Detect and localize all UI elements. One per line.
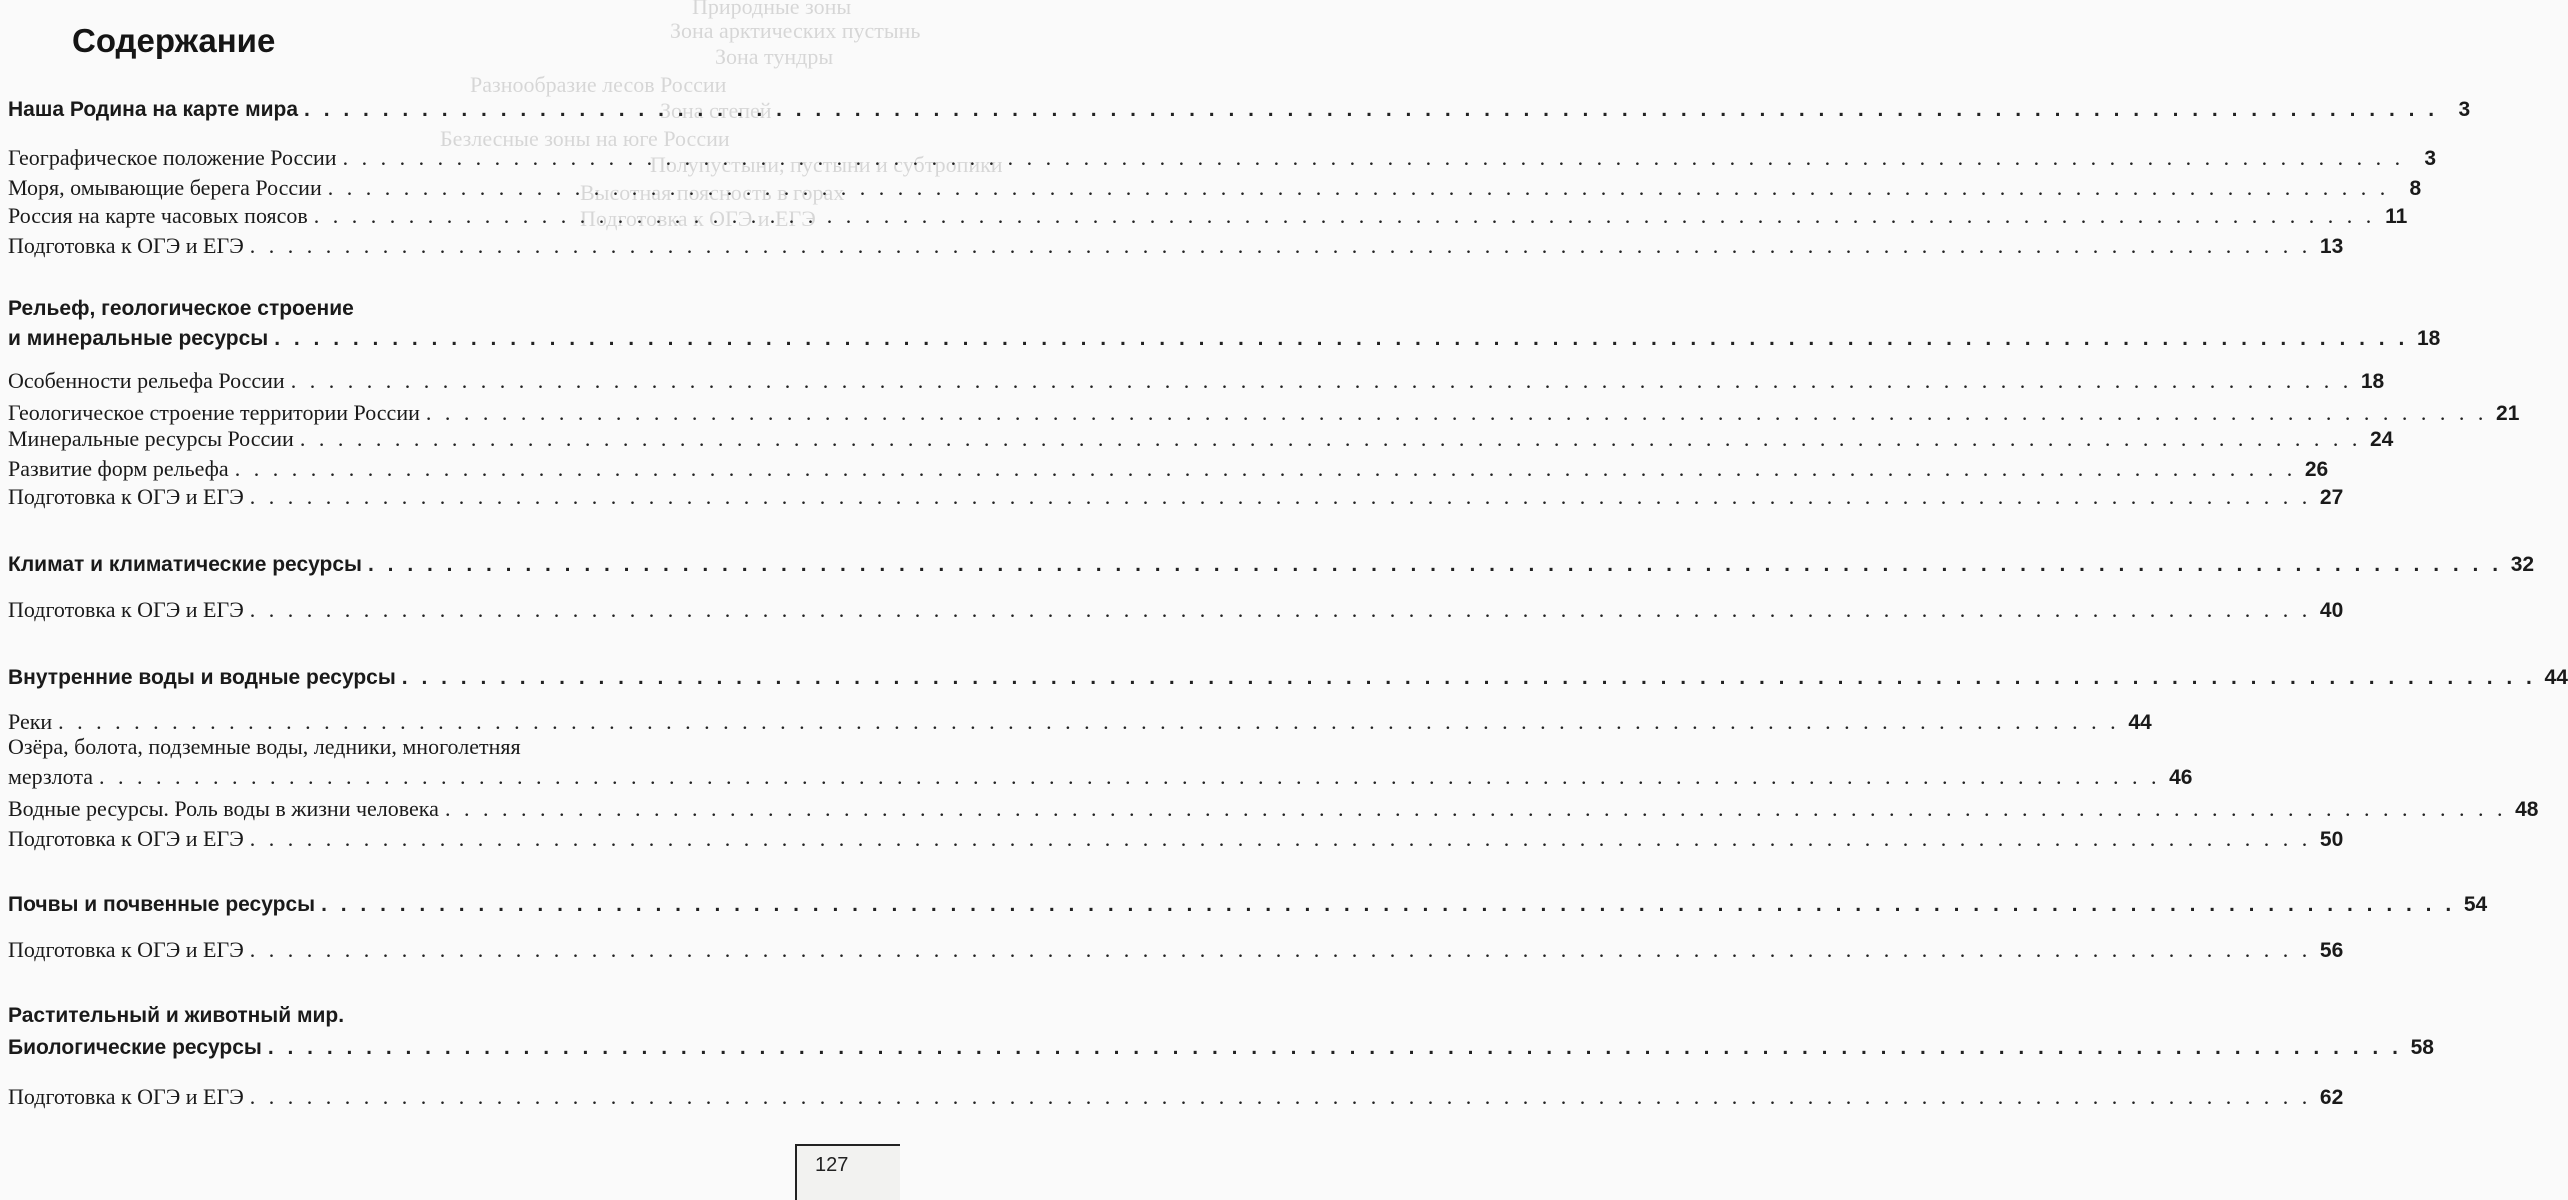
page-ref: 58	[2410, 1036, 2434, 1059]
item-title: Минеральные ресурсы России	[8, 426, 294, 451]
item-title: Подготовка к ОГЭ и ЕГЭ	[8, 826, 244, 851]
page-ref: 50	[2319, 828, 2344, 851]
toc-item[interactable]	[8, 937, 2344, 963]
leader-dots	[291, 368, 2353, 394]
item-title: Особенности рельефа России	[8, 368, 285, 393]
toc-section[interactable]	[8, 327, 2441, 351]
ghost-line: Подготовка к ОГЭ и ЕГЭ	[580, 206, 816, 231]
page-ref: 56	[2319, 939, 2344, 962]
toc-item[interactable]	[8, 796, 2539, 822]
section-title: Внутренние воды и водные ресурсы	[8, 666, 396, 689]
item-title: Геологическое строение территории России	[8, 400, 420, 425]
toc-item[interactable]	[8, 709, 2152, 735]
ghost-line: Высотная поясность в горах	[580, 180, 845, 205]
page-ref: 11	[2385, 205, 2408, 228]
item-title: Подготовка к ОГЭ и ЕГЭ	[8, 484, 244, 509]
toc-item[interactable]	[8, 456, 2329, 482]
toc-item[interactable]	[8, 426, 2394, 452]
item-title: мерзлота	[8, 764, 93, 789]
leader-dots	[250, 233, 2312, 259]
page-ref: 54	[2463, 893, 2488, 916]
item-title: Развитие форм рельефа	[8, 456, 229, 481]
toc-section[interactable]	[8, 553, 2535, 577]
toc-section[interactable]	[8, 666, 2568, 690]
leader-dots	[268, 1036, 2402, 1060]
item-title: Водные ресурсы. Роль воды в жизни человека	[8, 796, 439, 821]
page-ref: 48	[2515, 798, 2539, 821]
leader-dots	[250, 1084, 2312, 1110]
page-number: 127	[815, 1154, 849, 1176]
page-ref: 26	[2304, 458, 2329, 481]
toc-item[interactable]	[8, 1084, 2344, 1110]
page-ref: 24	[2369, 428, 2394, 451]
toc-item[interactable]	[8, 484, 2344, 510]
page-ref: 40	[2319, 599, 2344, 622]
page-ref: 32	[2510, 553, 2535, 576]
section-title: Почвы и почвенные ресурсы	[8, 893, 316, 916]
toc-item[interactable]	[8, 368, 2385, 394]
toc-section[interactable]	[8, 1036, 2434, 1060]
ghost-line: Зона тундры	[715, 44, 834, 69]
toc-item[interactable]	[8, 764, 2193, 790]
toc-heading: Содержание	[72, 22, 276, 59]
item-title: Подготовка к ОГЭ и ЕГЭ	[8, 1084, 244, 1109]
leader-dots	[300, 426, 2362, 452]
leader-dots	[343, 145, 2405, 171]
leader-dots	[314, 203, 2376, 229]
page-ref: 13	[2319, 235, 2344, 258]
item-title: Подготовка к ОГЭ и ЕГЭ	[8, 937, 244, 962]
leader-dots	[99, 764, 2161, 790]
page-ref: 18	[2360, 370, 2385, 393]
section-title: и минеральные ресурсы	[8, 327, 269, 350]
leader-dots	[235, 456, 2297, 482]
section-title: Наша Родина на карте мира	[8, 98, 299, 121]
ghost-line: Зона степей	[660, 98, 772, 123]
ghost-line: Разнообразие лесов России	[470, 72, 727, 97]
page-ref: 44	[2128, 711, 2152, 734]
leader-dots	[402, 666, 2536, 690]
toc-item[interactable]	[8, 597, 2344, 623]
leader-dots	[304, 98, 2438, 122]
leader-dots	[250, 826, 2312, 852]
section-title: Биологические ресурсы	[8, 1036, 262, 1059]
ghost-line: Безлесные зоны на юге России	[440, 126, 730, 151]
ghost-line: Полупустыни, пустыни и субтропики	[650, 152, 1003, 177]
page-ref: 8	[2409, 177, 2422, 200]
item-title: Реки	[8, 709, 53, 734]
section-title-line: Рельеф, геологическое строение	[8, 297, 354, 320]
toc-item[interactable]	[8, 826, 2344, 852]
page-ref: 21	[2496, 402, 2520, 425]
item-title: Россия на карте часовых поясов	[8, 203, 308, 228]
ghost-line: Природные зоны	[692, 0, 852, 19]
item-title: Подготовка к ОГЭ и ЕГЭ	[8, 233, 244, 258]
toc-item[interactable]	[8, 400, 2520, 426]
toc-item[interactable]	[8, 175, 2422, 201]
toc-section[interactable]	[8, 893, 2488, 917]
ghost-line: Зона арктических пустынь	[670, 18, 921, 43]
page-ref: 3	[2424, 147, 2437, 170]
page-ref: 27	[2319, 486, 2344, 509]
leader-dots	[368, 553, 2502, 577]
page-ref: 44	[2544, 666, 2568, 689]
toc-section[interactable]	[8, 98, 2471, 122]
toc-item[interactable]	[8, 203, 2408, 229]
item-title-line: Озёра, болота, подземные воды, ледники, многолетняя	[8, 734, 521, 759]
leader-dots	[250, 597, 2312, 623]
item-title: Подготовка к ОГЭ и ЕГЭ	[8, 597, 244, 622]
leader-dots	[328, 175, 2390, 201]
page-number-box	[795, 1144, 900, 1200]
page-ref: 18	[2416, 327, 2441, 350]
leader-dots	[274, 327, 2408, 351]
toc-item[interactable]	[8, 233, 2344, 259]
section-title: Климат и климатические ресурсы	[8, 553, 362, 576]
page-ref: 62	[2319, 1086, 2344, 1109]
leader-dots	[250, 937, 2312, 963]
leader-dots	[445, 796, 2507, 822]
page-ref: 3	[2458, 98, 2471, 121]
section-title-line: Растительный и животный мир.	[8, 1004, 345, 1027]
item-title: Географическое положение России	[8, 145, 337, 170]
leader-dots	[321, 893, 2455, 917]
leader-dots	[426, 400, 2488, 426]
leader-dots	[250, 484, 2312, 510]
page-ref: 46	[2169, 766, 2193, 789]
leader-dots	[58, 709, 2120, 735]
item-title: Моря, омывающие берега России	[8, 175, 322, 200]
